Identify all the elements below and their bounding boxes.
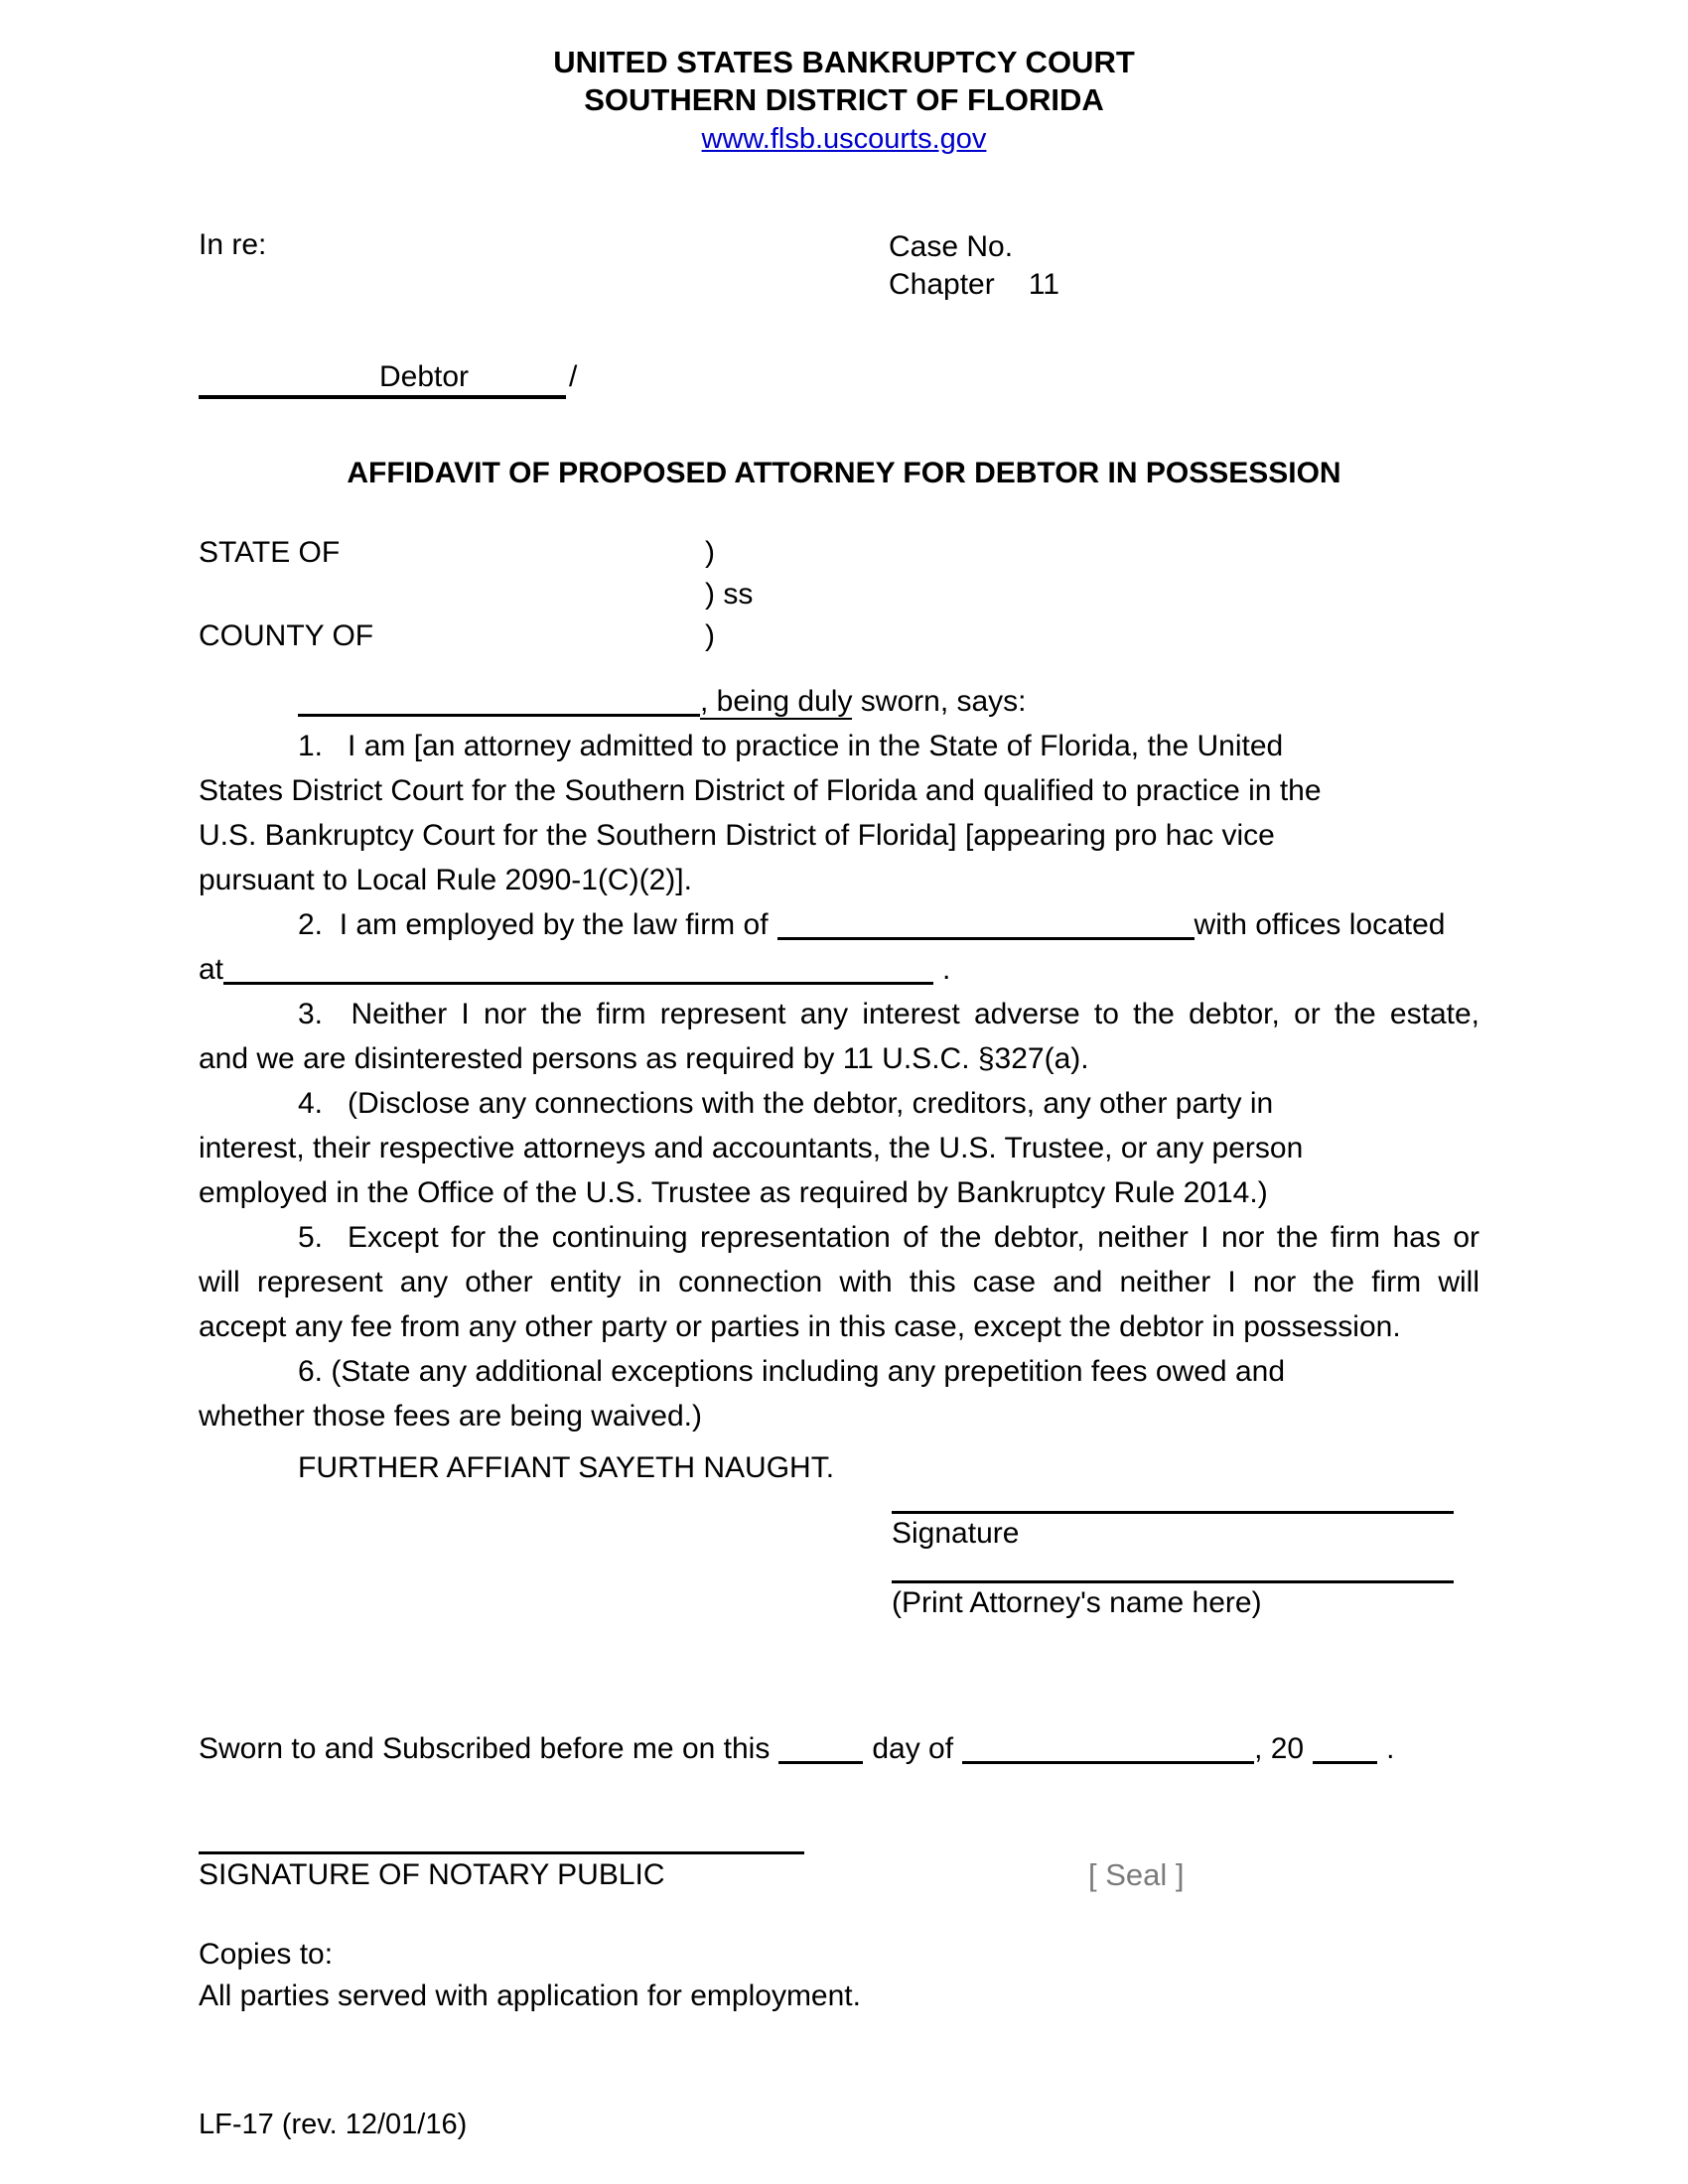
attorney-signature-block [892, 1481, 1454, 1623]
office-address-blank[interactable] [223, 952, 933, 985]
day-of-label: day of [872, 1732, 954, 1765]
state-of-label: STATE OF [199, 536, 341, 569]
paragraph-6-line-2: whether those fees are being waived.) [199, 1400, 702, 1433]
further-affiant-statement: FURTHER AFFIANT SAYETH NAUGHT. [298, 1451, 835, 1484]
case-no-label: Case No. [889, 230, 1014, 263]
year-prefix: , 20 [1254, 1732, 1305, 1765]
paragraph-4-line-1: 4. (Disclose any connections with the debtor, creditors, any other party in [298, 1087, 1274, 1120]
signature-label: Signature [892, 1517, 1020, 1550]
notary-sworn-statement [199, 1731, 1589, 1766]
chapter-value: 11 [1028, 268, 1059, 301]
affiant-name-blank[interactable] [298, 684, 700, 717]
paragraph-3-line-2: and we are disinterested persons as required by 11 U.S.C. §327(a). [199, 1042, 1089, 1075]
state-paren: ) [705, 536, 715, 569]
district-name: SOUTHERN DISTRICT OF FLORIDA [584, 82, 1104, 117]
paragraph-5-line-3: accept any fee from any other party or parties in this case, except the debtor in possession. [199, 1310, 1401, 1343]
notary-public-label: SIGNATURE OF NOTARY PUBLIC [199, 1858, 665, 1891]
debtor-label: Debtor [379, 360, 470, 393]
print-name-line[interactable] [892, 1554, 1454, 1583]
paragraph-1-line-1: 1. I am [an attorney admitted to practice in the State of Florida, the United [298, 730, 1284, 762]
court-header [0, 44, 1688, 158]
law-firm-name-blank[interactable] [777, 907, 1195, 940]
ss-label: ) ss [705, 578, 754, 611]
print-name-label: (Print Attorney's name here) [892, 1586, 1262, 1619]
paragraph-1-line-3: U.S. Bankruptcy Court for the Southern District of Florida] [appearing pro hac vice [199, 819, 1275, 852]
paragraph-2-text: 2. I am employed by the law firm of [298, 908, 769, 941]
paragraph-6-line-1: 6. (State any additional exceptions including any prepetition fees owed and [298, 1355, 1285, 1388]
paragraph-3-line-1: 3. Neither I nor the firm represent any interest adverse to the debtor, or the estate, [298, 998, 1479, 1030]
month-blank[interactable] [962, 1731, 1254, 1764]
affidavit-body [199, 679, 1479, 1438]
sentence-period: . [1386, 1732, 1395, 1765]
paragraph-2-line-2 [199, 947, 1479, 992]
paragraph-1-line-4: pursuant to Local Rule 2090-1(C)(2)]. [199, 864, 692, 896]
paragraph-2-text: at [199, 953, 224, 986]
court-website-link[interactable]: www.flsb.uscourts.gov [701, 123, 987, 155]
notary-signature-block [199, 1822, 1479, 1896]
paragraph-2-text: with offices located [1194, 908, 1446, 941]
in-re-label: In re: [199, 228, 267, 261]
paragraph-1-line-2: States District Court for the Southern District of Florida and qualified to practice in the [199, 774, 1322, 807]
year-blank[interactable] [1313, 1731, 1377, 1764]
copies-block [199, 1934, 861, 2017]
day-blank[interactable] [778, 1731, 863, 1764]
sworn-intro-line [199, 679, 1479, 724]
county-paren: ) [705, 619, 715, 652]
sworn-intro-underlined: , being duly [700, 685, 853, 718]
sworn-intro-rest: sworn, says: [852, 685, 1027, 718]
chapter-label: Chapter [889, 268, 995, 301]
debtor-caption-row [199, 357, 577, 399]
paragraph-4-line-3: employed in the Office of the U.S. Trustee as required by Bankruptcy Rule 2014.) [199, 1176, 1268, 1209]
paragraph-2-line-1 [199, 902, 1479, 947]
debtor-slash: / [569, 360, 578, 393]
copies-to-text: All parties served with application for employment. [199, 1979, 861, 2012]
signature-line[interactable] [892, 1481, 1454, 1514]
court-name: UNITED STATES BANKRUPTCY COURT [553, 45, 1135, 79]
copies-to-label: Copies to: [199, 1938, 334, 1971]
paragraph-5-line-2: will represent any other entity in connection with this case and neither I nor the firm will [199, 1266, 1479, 1298]
sworn-prefix: Sworn to and Subscribed before me on this [199, 1732, 771, 1765]
seal-placeholder: [ Seal ] [1088, 1857, 1185, 1892]
document-title: AFFIDAVIT OF PROPOSED ATTORNEY FOR DEBTOR IN POSSESSION [347, 457, 1341, 489]
paragraph-4-line-2: interest, their respective attorneys and accountants, the U.S. Trustee, or any person [199, 1132, 1304, 1164]
paragraph-5-line-1: 5. Except for the continuing representation of the debtor, neither I nor the firm has or [298, 1221, 1479, 1254]
form-number-footer: LF-17 (rev. 12/01/16) [199, 2109, 468, 2140]
venue-block [199, 532, 894, 657]
case-info-block [889, 228, 1059, 304]
county-of-label: COUNTY OF [199, 619, 374, 652]
notary-signature-line[interactable] [199, 1822, 804, 1854]
debtor-blank-line[interactable] [199, 357, 566, 399]
paragraph-2-text: . [942, 953, 951, 986]
